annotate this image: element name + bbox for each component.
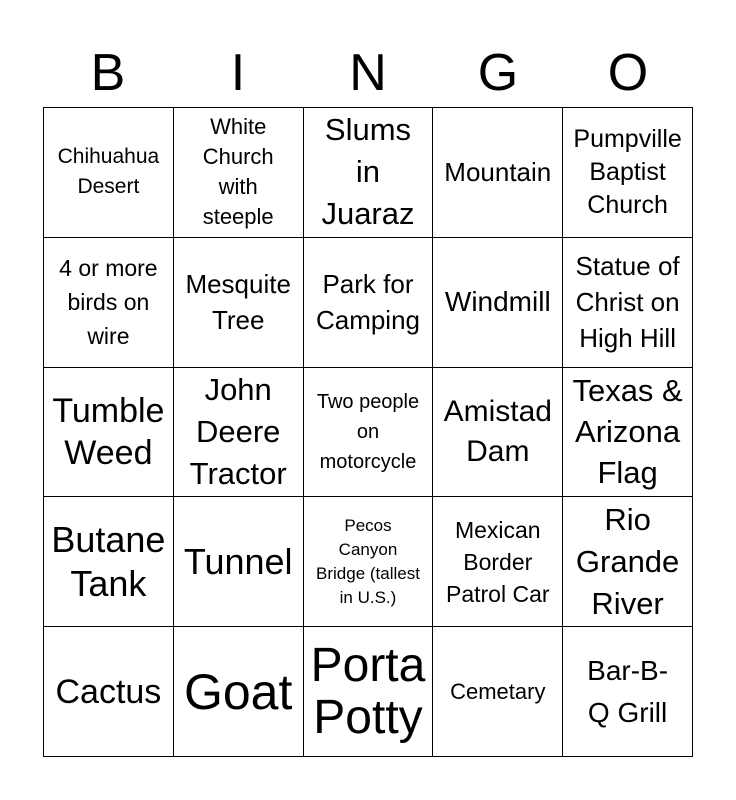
cell-label: Cemetary [450, 678, 546, 704]
bingo-header [43, 40, 693, 106]
header-letter-b: B [90, 44, 126, 102]
bingo-cell[interactable] [304, 368, 434, 498]
cell-label: Butane Tank [51, 518, 166, 604]
cell-label: Mexican Border Patrol Car [446, 516, 550, 607]
cell-label: Bar-B-Q Grill [587, 654, 669, 728]
bingo-cell[interactable] [174, 497, 304, 627]
bingo-cell[interactable] [433, 108, 563, 238]
bingo-cell[interactable] [44, 497, 174, 627]
cell-label: Windmill [444, 286, 551, 318]
cell-label: Amistad Dam [443, 394, 552, 468]
cell-label: John Deere Tractor [189, 371, 287, 491]
cell-label: 4 or more birds on wire [59, 255, 158, 350]
bingo-cell[interactable] [563, 368, 693, 498]
bingo-cell[interactable] [433, 627, 563, 757]
cell-label: Tumble Weed [52, 391, 165, 472]
bingo-cell[interactable] [174, 238, 304, 368]
cell-label: Cactus [55, 672, 162, 711]
header-letter-g: G [477, 44, 519, 102]
bingo-cell[interactable] [44, 108, 174, 238]
cell-label: Chihuahua Desert [57, 145, 160, 199]
bingo-cell[interactable] [433, 368, 563, 498]
bingo-cell[interactable] [44, 238, 174, 368]
cell-label: Two people on motorcycle [316, 390, 420, 473]
cell-label: Pumpville Baptist Church [573, 124, 682, 219]
cell-label: Rio Grande River [575, 501, 680, 621]
bingo-cell[interactable] [304, 627, 434, 757]
cell-label: Goat [183, 663, 293, 720]
bingo-cell[interactable] [304, 238, 434, 368]
cell-label: Statue of Christ on High Hill [575, 251, 680, 354]
cell-label: Park for Camping [315, 269, 421, 336]
bingo-cell[interactable] [174, 108, 304, 238]
bingo-cell[interactable] [563, 497, 693, 627]
cell-label: Tunnel [183, 540, 293, 582]
bingo-cell[interactable] [174, 627, 304, 757]
cell-label: White Church with steeple [202, 114, 274, 230]
cell-label: Texas & Arizona Flag [572, 373, 683, 491]
cell-label: Slums in Juaraz [321, 112, 415, 232]
bingo-cell[interactable] [563, 627, 693, 757]
header-letter-i: I [230, 44, 246, 102]
bingo-cell[interactable] [304, 108, 434, 238]
bingo-cell[interactable] [563, 238, 693, 368]
cell-label: Mountain [444, 157, 552, 188]
cell-label: Pecos Canyon Bridge (tallest in U.S.) [316, 515, 420, 607]
bingo-cell[interactable] [433, 238, 563, 368]
bingo-card [43, 107, 693, 757]
bingo-cell[interactable] [44, 627, 174, 757]
bingo-cell[interactable] [563, 108, 693, 238]
header-letter-n: N [349, 44, 387, 102]
header-letter-o: O [607, 44, 649, 102]
bingo-cell[interactable] [174, 368, 304, 498]
bingo-cell[interactable] [433, 497, 563, 627]
cell-label: Mesquite Tree [185, 269, 291, 336]
bingo-cell[interactable] [304, 497, 434, 627]
cell-label: Porta Potty [310, 638, 426, 744]
bingo-cell[interactable] [44, 368, 174, 498]
